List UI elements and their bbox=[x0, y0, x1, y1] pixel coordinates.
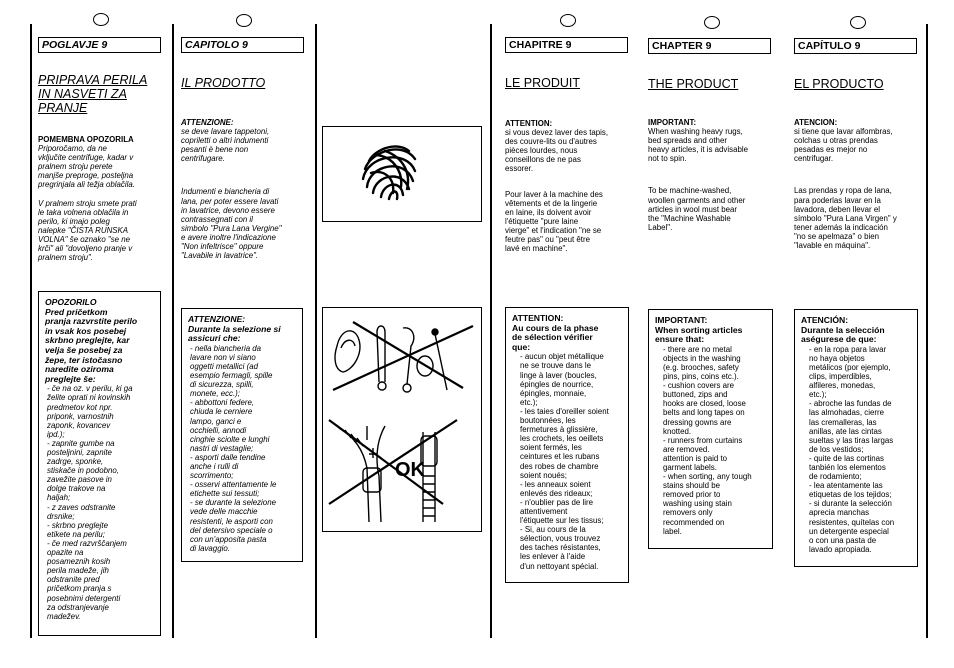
ok-label: OK bbox=[395, 459, 425, 481]
warning-text: When washing heavy rugs, bed spreads and other heavy articles, it is advisable not to spin. bbox=[648, 127, 748, 164]
box-items: - there are no metal objects in the washing (e.g. brooches, safety pins, pins, coins etc.). - cushion covers are buttoned, zips and hooks are closed, loose belts and long tapes on dressing gowns are knotted. - runners from curtains are removed. attention is paid to garment labels. - when sorting, any tough stains should be removed prior to washing using stain removers only recommended on label. bbox=[663, 344, 752, 536]
column-english bbox=[648, 38, 780, 232]
section-title: IL PRODOTTO bbox=[181, 76, 266, 90]
column-marker bbox=[704, 16, 720, 29]
column-divider bbox=[926, 24, 928, 638]
column-marker bbox=[850, 16, 866, 29]
warning-text: se deve lavare tappetoni, copriletti o altri indumenti pesanti è bene non centrifugare. bbox=[181, 127, 270, 164]
warning-text: Priporočamo, da ne vključite centrifuge, kadar v pralnem stroju perete manjše preproge, posteljna pregrinjala ali težja oblačila. bbox=[38, 144, 135, 190]
chapter-header: CHAPTER 9 bbox=[648, 38, 771, 54]
box-label: IMPORTANT: When sorting articles ensure that: bbox=[655, 315, 743, 345]
box-label: ATTENTION: Au cours de la phase de sélection vérifier que: bbox=[512, 313, 599, 352]
column-marker bbox=[560, 14, 576, 27]
wool-text: Pour laver à la machine des vêtements et de la lingerie en laine, ils doivent avoir l'étiquette "pure laine vierge" et l'indication "ne se feutre pas" ou "peut être lavé en machine". bbox=[505, 189, 603, 254]
wool-text: V pralnem stroju smete prati le taka volnena oblačila in perilo, ki imajo poleg nalepke "ČISTA RUNSKA VOLNA" še oznako "se ne krči" ali "dovoljeno pranje v pralnem stroju". bbox=[38, 198, 137, 263]
box-label: ATTENZIONE: Durante la selezione si assicuri che: bbox=[188, 314, 281, 344]
warning-label: ATTENZIONE: bbox=[181, 118, 234, 127]
column-marker bbox=[236, 14, 252, 27]
column-italian bbox=[181, 37, 309, 260]
column-divider bbox=[490, 24, 492, 638]
column-divider bbox=[315, 24, 317, 638]
sorting-warning-box bbox=[648, 309, 773, 549]
section-title: THE PRODUCT bbox=[648, 77, 739, 91]
warning-text: si tiene que lavar alfombras, colchas u otras prendas pesadas es mejor no centrifugar. bbox=[794, 127, 893, 164]
chapter-header: CAPITOLO 9 bbox=[181, 37, 304, 53]
chapter-header: CAPÍTULO 9 bbox=[794, 38, 917, 54]
warning-label: POMEMBNA OPOZORILA bbox=[38, 135, 134, 144]
warning-label: IMPORTANT: bbox=[648, 118, 697, 127]
column-divider bbox=[172, 24, 174, 638]
column-slovenian bbox=[38, 37, 166, 262]
wool-text: Las prendas y ropa de lana, para poderlas lavar en la lavadora, deben llevar el símbolo "Pura Lana Virgen" y tener además la indicación "no se apelmaza" o bien "lavable en máquina". bbox=[794, 186, 897, 251]
column-marker bbox=[93, 13, 109, 26]
sorting-illustration-panel bbox=[322, 307, 482, 532]
box-label: OPOZORILO Pred pričetkom pranja razvrstite perilo in vsak kos posebej skrbno preglejte, kar velja še posebej za žepe, ter istočasno naredite oziroma preglejte še: bbox=[45, 297, 138, 384]
sorting-warning-box bbox=[38, 291, 161, 636]
wool-text: To be machine-washed, woollen garments and other articles in wool must bear the "Machine Washable Label". bbox=[648, 186, 746, 232]
column-divider bbox=[30, 24, 32, 638]
box-items: - aucun objet métallique ne se trouve dans le linge à laver (boucles, épingles de nourrice, épingles, monnaie, etc.); - les taies d'oreiller soient boutonnées, les fermetures à glissière, les crochets, les oeillets soient fermés, les ceintures et les rubans des robes de chambre soient noués; - les anneaux soient enlevés des rideaux; - n'oublier pas de lire attentivement l'étiquette sur les tissus; - Si, au cours de la sélection, vous trouvez des taches résistantes, les enlever à l'aide d'un nettoyant spécial. bbox=[520, 352, 609, 571]
column-french bbox=[505, 37, 635, 253]
chapter-header: POGLAVJE 9 bbox=[38, 37, 161, 53]
section-title: PRIPRAVA PERILA IN NASVETI ZA PRANJE bbox=[38, 73, 148, 115]
wool-symbol-panel bbox=[322, 126, 482, 222]
box-items: - en la ropa para lavar no haya objetos metálicos (por ejemplo, clips, imperdibles, alfileres, monedas, etc.); - abroche las fundas de las almohadas, cierre las cremalleras, las anillas, ate las cintas sueltas y las tiras largas de los vestidos; - quite de las cortinas tanbién los elementos de rodamiento; - lea atentamente las etiquetas de los tejidos; - si durante la selección aprecia manchas resistentes, quítelas con un detergente especial o con una pasta de lavado apropiada. bbox=[809, 344, 895, 554]
warning-label: ATENCION: bbox=[794, 118, 838, 127]
box-items: - če na oz. v perilu, ki ga želite oprati ni kovinskih predmetov kot npr. priponk, varnostnih zaponk, kovancev ipd.); - zapnite gumbe na posteljnini, zapnite zadrge, sponke, stiskače in podobno, zavežite pasove in dolge trakove na haljah; - z zaves odstranite drsnike; - skrbno preglejte etikete na perilu; - če med razvrščanjem opazite na posameznih kosih perila madeže, jih odstranite pred pričetkom pranja s posebnimi detergenti za odstranjevanje madežev. bbox=[47, 384, 133, 621]
section-title: EL PRODUCTO bbox=[794, 77, 884, 91]
pure-wool-icon bbox=[323, 127, 481, 221]
wool-text: Indumenti e biancheria di lana, per poter essere lavati in lavatrice, devono essere contrassegnati con il simbolo "Pura Lana Vergine" e avere inoltre l'indicazione "Non infeltrisce" oppure "Lavabile in lavatrice". bbox=[181, 187, 282, 261]
sorting-warning-box bbox=[505, 307, 629, 583]
metal-objects-zip-icon bbox=[323, 308, 481, 531]
column-spanish bbox=[794, 38, 924, 250]
section-title: LE PRODUIT bbox=[505, 76, 581, 90]
warning-label: ATTENTION: bbox=[505, 119, 553, 128]
box-items: - nella biancheria da lavare non vi siano oggetti metallici (ad esempio fermagli, spille di sicurezza, spilli, monete, ecc.); - abbottoni federe, chiuda le cerniere lampo, ganci e occhielli, annodi cinghie sciolte e lunghi nastri di vestaglie; - asporti dalle tendine anche i rulli di scorrimento; - osservi attentamente le etichette sui tessuti; - se durante la selezione vede delle macchie resistenti, le asporti con del detersivo speciale o con un'apposita pasta di lavaggio. bbox=[190, 343, 277, 553]
chapter-header: CHAPITRE 9 bbox=[505, 37, 628, 53]
box-label: ATENCIÓN: Durante la selección aségurese de que: bbox=[801, 315, 885, 345]
sorting-warning-box bbox=[794, 309, 918, 567]
warning-text: si vous devez laver des tapis, des couvre-lits ou d'autres pièces lourdes, nous conseillons de ne pas essorer. bbox=[505, 128, 609, 174]
sorting-warning-box bbox=[181, 308, 303, 562]
